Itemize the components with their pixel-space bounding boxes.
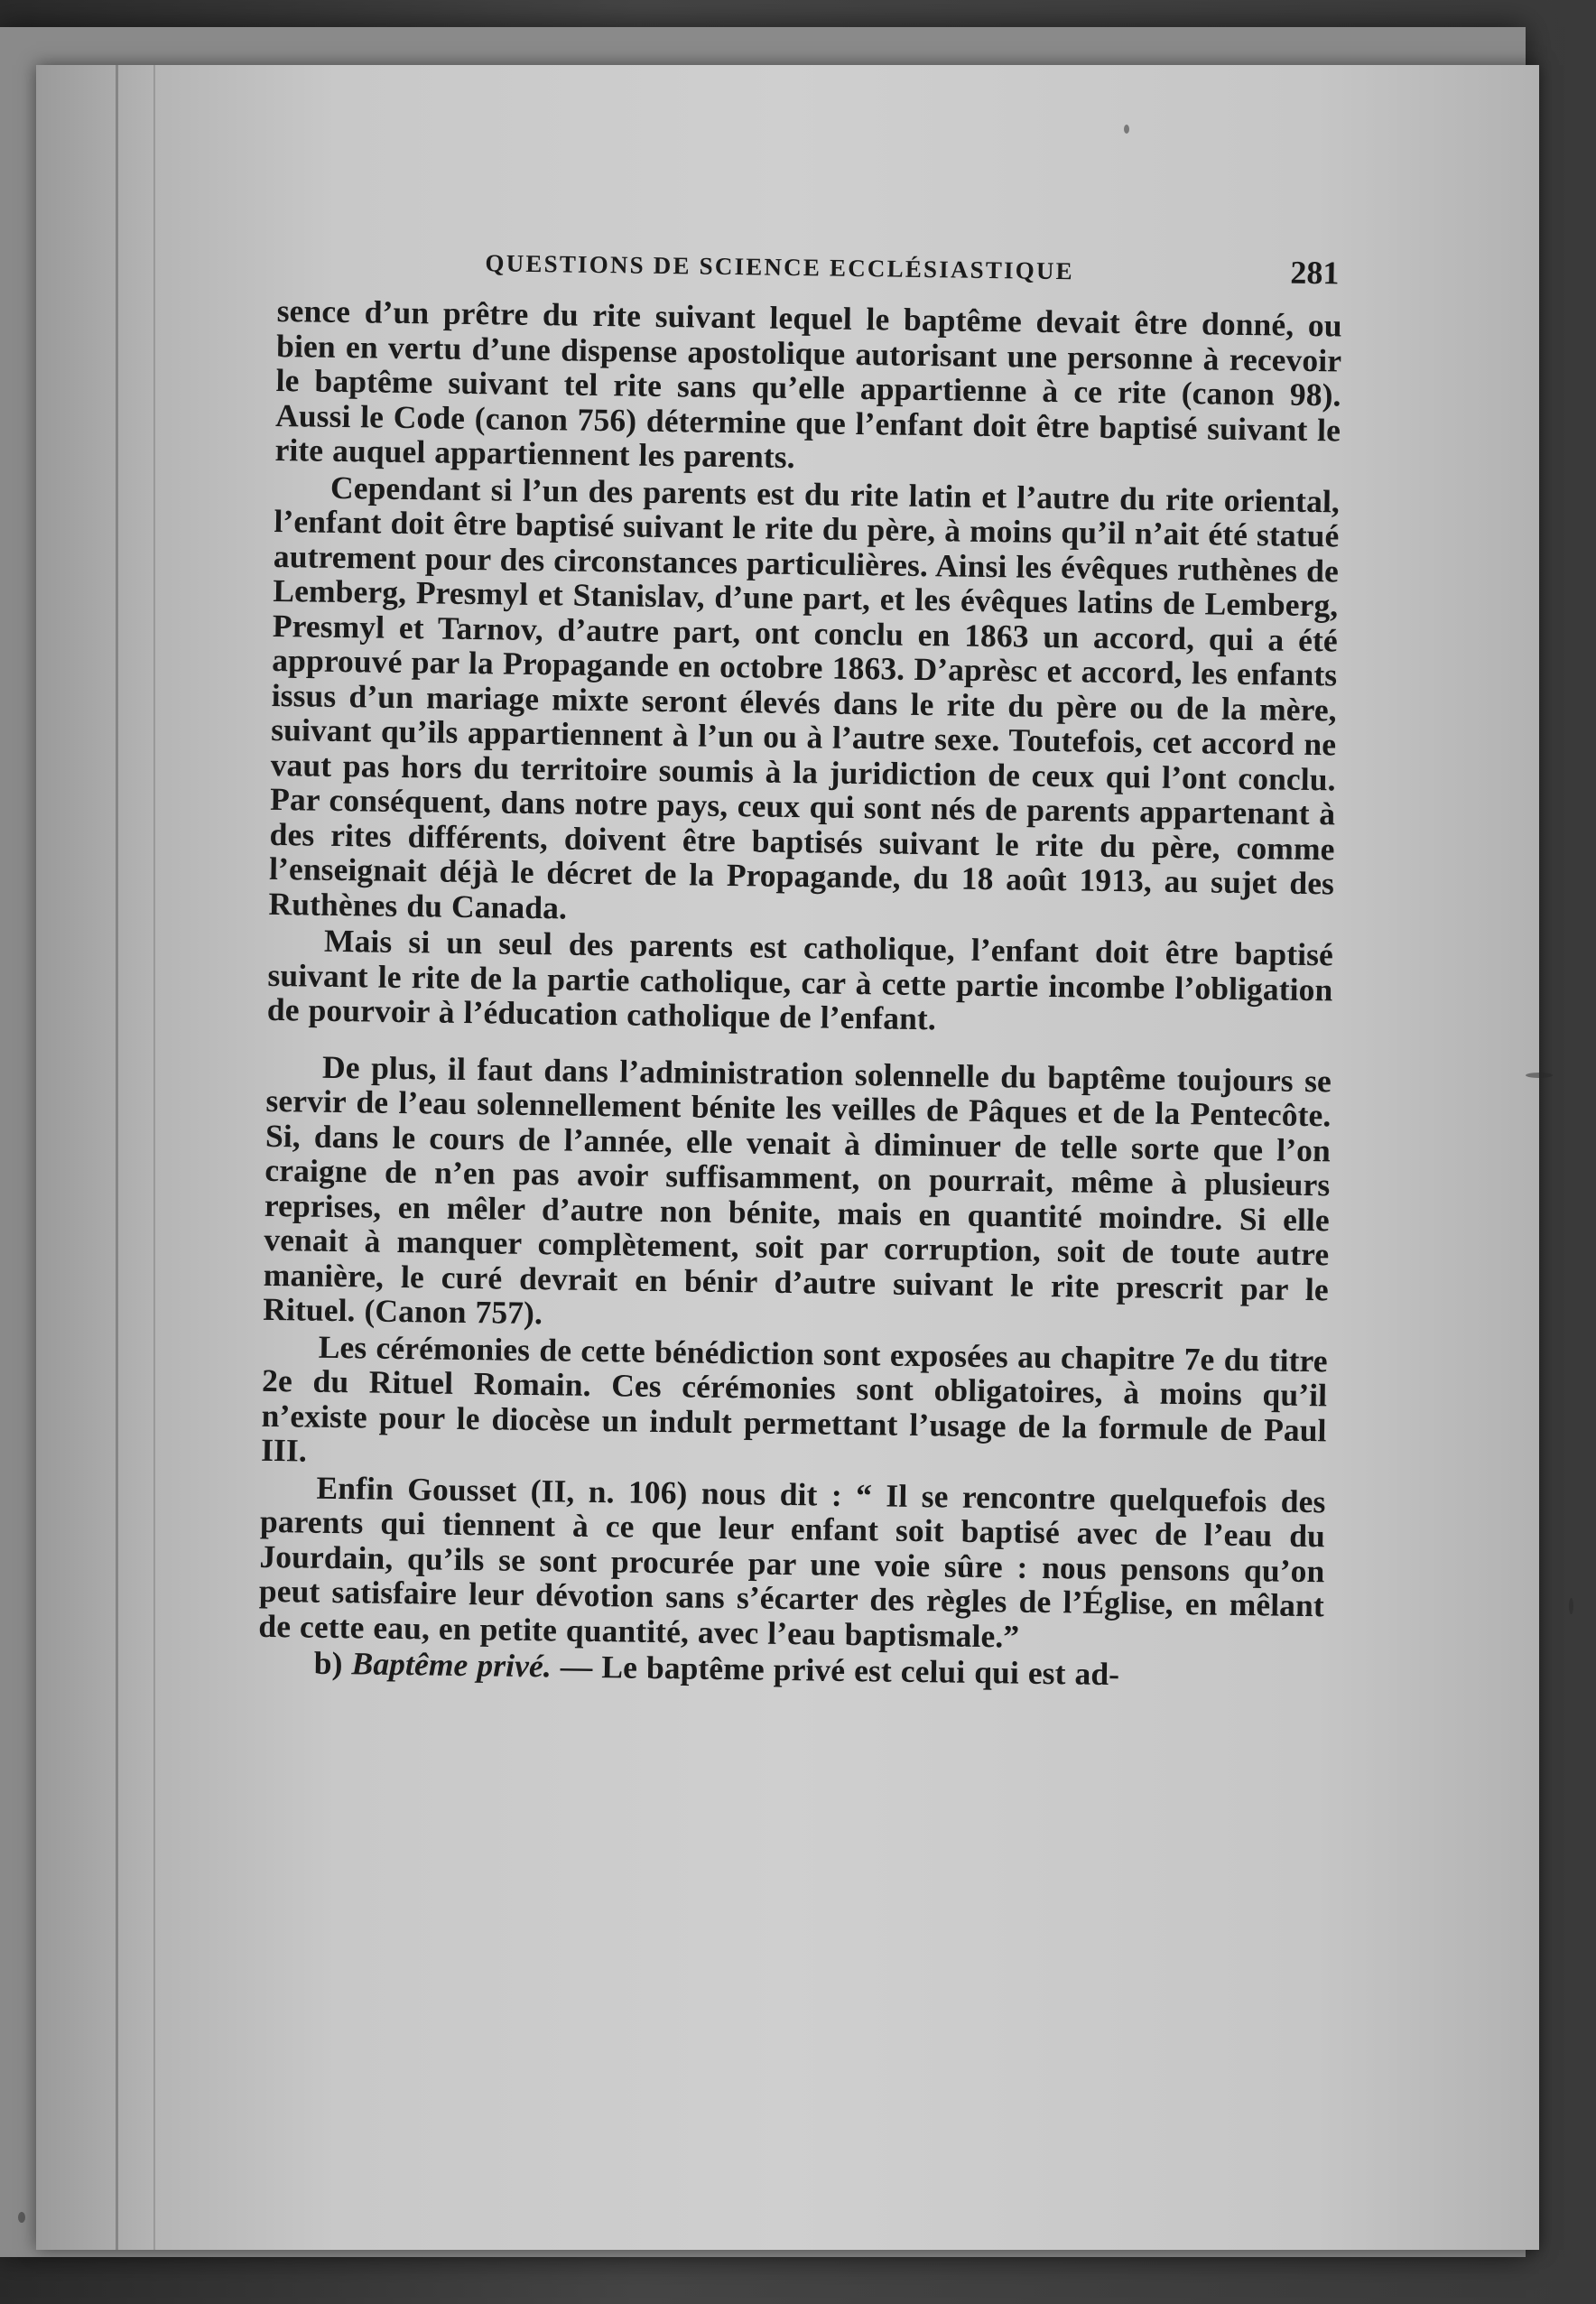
section-term: Baptême privé.	[351, 1645, 552, 1685]
film-speck	[18, 2212, 25, 2223]
paragraph-jordan-water: Enfin Gousset (II, n. 106) nous dit : “ Il se rencontre quelquefois des parents qui tiennent à ce que leur enfant soit baptisé avec de l’eau du Jourdain, qu’ils se sont procurée par une voie sûre : nous pensons qu’on peut satisfaire leur dévotion sans s’écarter des règles de l’Église, en mêlant de cette eau, en petite quantité, avec l’eau baptismale.”	[258, 1469, 1326, 1655]
paragraph-continuation: sence d’un prêtre du rite suivant lequel le baptême devait être donné, ou bien en vertu d’une dispense apostolique autorisant une personne à recevoir le baptême suivant tel rite sans qu’elle appartienne à ce rite (canon 98). Aussi le Code (canon 756) détermine que l’enfant doit être baptisé suivant le rite auquel appartiennent les parents.	[274, 292, 1342, 476]
film-speck	[1569, 1598, 1573, 1614]
paragraph-catholic-parent: Mais si un seul des parents est catholique, l’enfant doit être baptisé suivant le rite de la partie catholique, car à cette partie incombe l’obligation de pourvoir à l’éducation catholique de l’enfant.	[266, 922, 1334, 1037]
film-speck	[1124, 125, 1129, 134]
section-text: — Le baptême privé est celui qui est ad-	[560, 1648, 1120, 1693]
page-number: 281	[1290, 254, 1340, 292]
film-speck	[1526, 1073, 1553, 1078]
gutter-shadow	[116, 65, 118, 2250]
paragraph-blessing-ceremonies: Les cérémonies de cette bénédiction sont exposées au chapitre 7e du titre 2e du Rituel Romain. Ces cérémonies sont obligatoires, à moins qu’il n’existe pour le diocèse un indult permettant l’usage de la formule de Paul III.	[260, 1328, 1328, 1469]
paragraph-mixed-rites: Cependant si l’un des parents est du rite latin et l’autre du rite oriental, l’enfant doit être baptisé suivant le rite du père, à moins qu’il n’ait été statué autrement pour des circonstances particulières. Ainsi les évêques ruthènes de Lemberg, Presmyl et Stanislav, d’une part, et les évêques latins de Lemberg, Presmyl et Tarnov, d’autre part, ont conclu en 1863 un accord, qui a été approuvé par la Propagande en octobre 1863. D’aprèsc et accord, les enfants issus d’un mariage mixte seront élevés dans le rite du père ou de la mère, suivant qu’ils appartiennent à l’un ou à l’autre sexe. Toutefois, cet accord ne vaut pas hors du territoire soumis à la juridiction de ceux qui l’ont conclu. Par conséquent, dans notre pays, ceux qui sont nés de parents appartenant à des rites différents, doivent être baptisés suivant le rite du père, comme l’enseignait déjà le décret de la Propagande, du 18 août 1913, au sujet des Ruthènes du Canada.	[268, 469, 1341, 926]
section-label: b)	[313, 1644, 343, 1682]
gutter-shadow-secondary	[153, 65, 155, 2250]
paragraph-baptismal-water: De plus, il faut dans l’administration solennelle du baptême toujours se servir de l’eau solennellement bénite les veilles de Pâques et de la Pentecôte. Si, dans le cours de l’année, elle venait à diminuer de telle sorte que l’on craigne de n’en pas avoir suffisamment, on pourrait, même à plusieurs reprises, en mêler d’autre non bénite, mais en quantité moindre. Si elle venait à manquer complètement, soit par corruption, soit de toute autre manière, le curé devrait en bénir d’autre suivant le rite prescrit par le Rituel. (Canon 757).	[263, 1048, 1332, 1332]
running-title: QUESTIONS DE SCIENCE ECCLÉSIASTIQUE	[485, 249, 1075, 285]
page-text-block	[258, 230, 1343, 1695]
